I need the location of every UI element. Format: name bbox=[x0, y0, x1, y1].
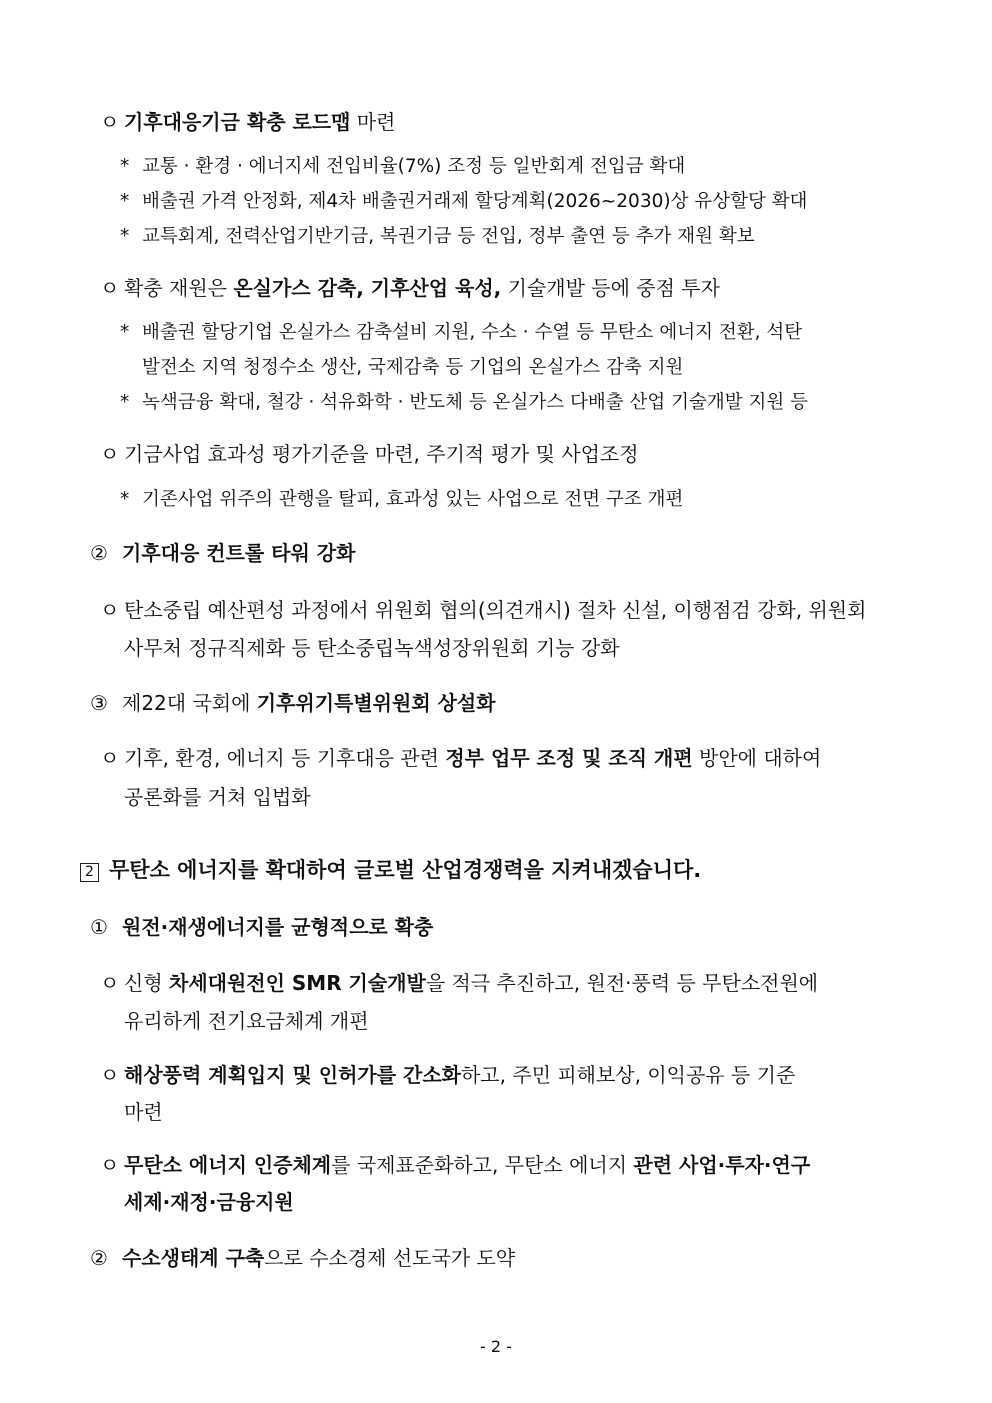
item-continuation: 세제·재정·금융지원 bbox=[124, 1190, 294, 1214]
bullet-icon: ㅇ bbox=[100, 1063, 120, 1087]
item-continuation: 유리하게 전기요금체계 개편 bbox=[124, 1009, 369, 1033]
bullet-icon: ㅇ bbox=[100, 110, 120, 134]
note-item: * 녹색금융 확대, 철강 · 석유화학 · 반도체 등 온실가스 다배출 산업 기술개발 지원 등 bbox=[120, 392, 808, 413]
asterisk-icon: * bbox=[120, 322, 130, 343]
note-item: * 교특회계, 전력산업기반기금, 복권기금 등 전입, 정부 출연 등 추가 재원 확보 bbox=[120, 226, 755, 247]
note-item: * 배출권 가격 안정화, 제4차 배출권거래제 할당계획(2026~2030)상 유상할당 확대 bbox=[120, 191, 808, 212]
item-fund-investment: ㅇ 확충 재원은 온실가스 감축, 기후산업 육성, 기술개발 등에 중점 투자 bbox=[100, 276, 720, 300]
bullet-icon: ㅇ bbox=[100, 276, 120, 300]
note-item: * 기존사업 위주의 관행을 탈피, 효과성 있는 사업으로 전면 구조 개편 bbox=[120, 489, 684, 510]
item-offshore-wind: ㅇ 해상풍력 계획입지 및 인허가를 간소화하고, 주민 피해보상, 이익공유 등 기준 bbox=[100, 1063, 796, 1087]
circled-number: ③ bbox=[90, 691, 108, 715]
circled-number: ① bbox=[90, 915, 108, 939]
asterisk-icon: * bbox=[120, 156, 130, 177]
page-number: - 2 - bbox=[480, 1337, 512, 1356]
subsection-heading: ② 기후대응 컨트롤 타워 강화 bbox=[90, 541, 356, 565]
note-item: * 교통 · 환경 · 에너지세 전입비율(7%) 조정 등 일반회계 전입금 확대 bbox=[120, 156, 686, 177]
bullet-icon: ㅇ bbox=[100, 746, 120, 770]
asterisk-icon: * bbox=[120, 226, 130, 247]
asterisk-icon: * bbox=[120, 489, 130, 510]
asterisk-icon: * bbox=[120, 191, 130, 212]
part-heading: 2 무탄소 에너지를 확대하여 글로벌 산업경쟁력을 지켜내겠습니다. bbox=[80, 858, 701, 882]
item-certification: ㅇ 무탄소 에너지 인증체계를 국제표준화하고, 무탄소 에너지 관련 사업·투자·연구 bbox=[100, 1153, 811, 1177]
item-control-tower: ㅇ 탄소중립 예산편성 과정에서 위원회 협의(의견개시) 절차 신설, 이행점검 강화, 위원회 bbox=[100, 598, 867, 622]
subsection-heading: ③ 제22대 국회에 기후위기특별위원회 상설화 bbox=[90, 691, 496, 715]
note-item-continuation: 발전소 지역 청정수소 생산, 국제감축 등 기업의 온실가스 감축 지원 bbox=[142, 357, 684, 378]
item-legislation: ㅇ 기후, 환경, 에너지 등 기후대응 관련 정부 업무 조정 및 조직 개편 방안에 대하여 bbox=[100, 746, 822, 770]
item-smr: ㅇ 신형 차세대원전인 SMR 기술개발을 적극 추진하고, 원전·풍력 등 무탄소전원에 bbox=[100, 971, 819, 995]
asterisk-icon: * bbox=[120, 392, 130, 413]
circled-number: ② bbox=[90, 1246, 108, 1270]
item-fund-roadmap: ㅇ 기후대응기금 확충 로드맵 마련 bbox=[100, 110, 396, 134]
bullet-icon: ㅇ bbox=[100, 442, 120, 466]
item-continuation: 공론화를 거쳐 입법화 bbox=[124, 785, 311, 809]
bullet-icon: ㅇ bbox=[100, 971, 120, 995]
item-fund-evaluation: ㅇ 기금사업 효과성 평가기준을 마련, 주기적 평가 및 사업조정 bbox=[100, 442, 639, 466]
subsection-heading: ① 원전·재생에너지를 균형적으로 확충 bbox=[90, 915, 434, 939]
subsection-heading: ② 수소생태계 구축으로 수소경제 선도국가 도약 bbox=[90, 1246, 516, 1270]
bullet-icon: ㅇ bbox=[100, 598, 120, 622]
boxed-number: 2 bbox=[80, 863, 99, 882]
bullet-icon: ㅇ bbox=[100, 1153, 120, 1177]
item-continuation: 사무처 정규직제화 등 탄소중립녹색성장위원회 기능 강화 bbox=[124, 636, 620, 660]
circled-number: ② bbox=[90, 541, 108, 565]
note-item: * 배출권 할당기업 온실가스 감축설비 지원, 수소 · 수열 등 무탄소 에너지 전환, 석탄 bbox=[120, 322, 803, 343]
item-continuation: 마련 bbox=[124, 1100, 163, 1124]
